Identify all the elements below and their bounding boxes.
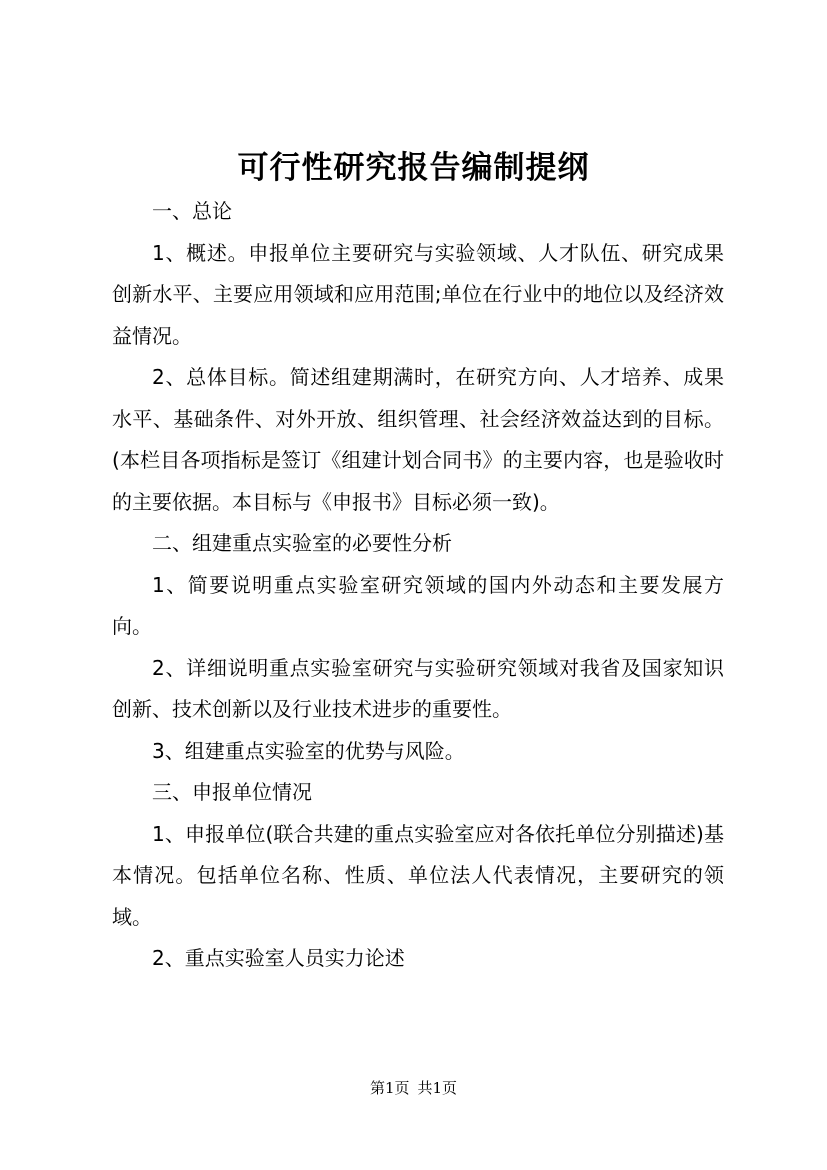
paragraph-importance: 2、详细说明重点实验室研究与实验研究领域对我省及国家知识创新、技术创新以及行业技术进步的重要性。: [112, 655, 724, 721]
paragraph-overview: 1、概述。申报单位主要研究与实验领域、人才队伍、研究成果创新水平、主要应用领域和应用范围;单位在行业中的地位以及经济效益情况。: [112, 240, 724, 348]
document-body: [112, 191, 724, 980]
section-heading-general: 一、总论: [152, 199, 232, 223]
paragraph-research-trends: 1、简要说明重点实验室研究领域的国内外动态和主要发展方向。: [112, 572, 724, 638]
section-heading-necessity: 二、组建重点实验室的必要性分析: [152, 531, 452, 555]
paragraph-applicant-info: 1、申报单位(联合共建的重点实验室应对各依托单位分别描述)基本情况。包括单位名称、性质、单位法人代表情况，主要研究的领域。: [112, 821, 724, 929]
section-heading-applicant: 三、申报单位情况: [152, 780, 312, 804]
paragraph-advantages-risks: 3、组建重点实验室的优势与风险。: [152, 738, 465, 763]
paragraph-overall-goals: 2、总体目标。简述组建期满时，在研究方向、人才培养、成果水平、基础条件、对外开放、组织管理、社会经济效益达到的目标。(本栏目各项指标是签订《组建计划合同书》的主要内容，也是验收时的主要依据。本目标与《申报书》目标必须一致)。: [112, 365, 724, 514]
page-footer: [0, 1077, 827, 1099]
document-title: 可行性研究报告编制提纲: [237, 150, 590, 186]
page-total: 共1页: [417, 1079, 458, 1097]
page-number: 第1页: [369, 1079, 410, 1097]
paragraph-staff-strength: 2、重点实验室人员实力论述: [152, 946, 405, 970]
